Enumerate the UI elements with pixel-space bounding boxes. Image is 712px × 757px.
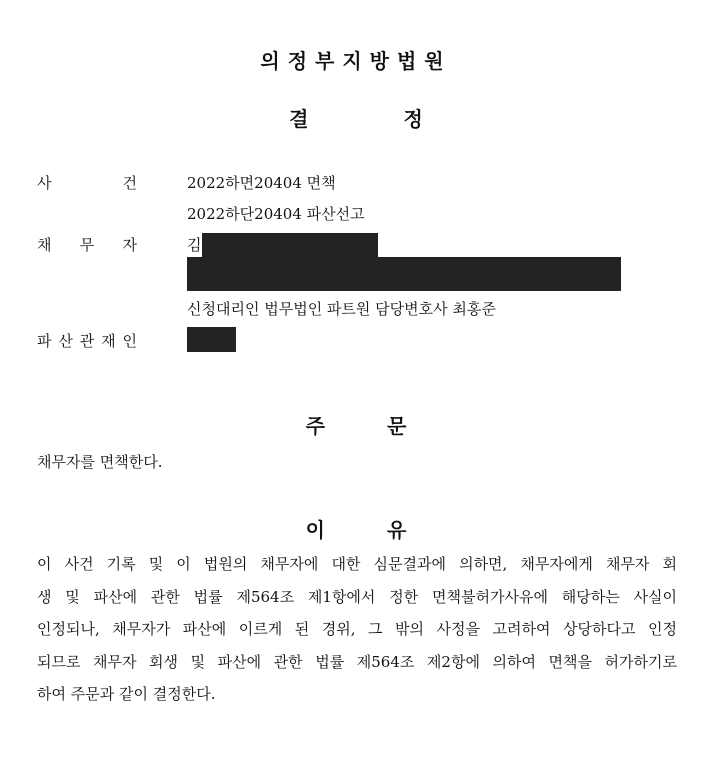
document-title-char: 결 (289, 107, 309, 131)
trustee-label-char: 재 (101, 332, 116, 350)
debtor-label-char: 채 (37, 236, 52, 254)
case-number-dischage: 2022하면20404 면책 (187, 174, 336, 192)
order-text: 채무자를 면책한다. (37, 453, 163, 471)
document-title (0, 103, 712, 132)
trustee-label-char: 관 (79, 332, 95, 350)
redacted-debtor-name (202, 233, 378, 257)
reason-paragraph (37, 552, 677, 715)
trustee-label-char: 인 (122, 332, 137, 350)
case-number-bankruptcy: 2022하단20404 파산선고 (187, 205, 365, 223)
reason-heading (0, 514, 712, 543)
trustee-label (37, 330, 137, 351)
document-title-char: 정 (403, 107, 423, 131)
redacted-trustee-name (187, 327, 236, 352)
debtor-label-char: 무 (79, 236, 95, 254)
reason-line: 인정되나, 채무자가 파산에 이르게 된 경위, 그 밖의 사정을 고려하여 상당하다고 인정 (37, 620, 677, 638)
reason-heading-char: 유 (387, 518, 407, 542)
debtor-label-char: 자 (122, 236, 137, 254)
case-label-char: 사 (37, 174, 52, 192)
reason-heading-char: 이 (305, 518, 325, 542)
reason-line: 하여 주문과 같이 결정한다. (37, 685, 216, 703)
order-heading (0, 410, 712, 439)
debtor-agent: 신청대리인 법무법인 파트원 담당변호사 최홍준 (187, 300, 496, 318)
order-heading-char: 주 (305, 414, 325, 438)
case-label (37, 172, 137, 193)
debtor-name-prefix: 김 (187, 236, 202, 254)
trustee-label-char: 산 (58, 332, 73, 350)
order-heading-char: 문 (387, 414, 407, 438)
redacted-debtor-address (187, 257, 621, 291)
debtor-label (37, 234, 137, 255)
reason-line: 되므로 채무자 회생 및 파산에 관한 법률 제564조 제2항에 의하여 면책을 허가하기로 (37, 652, 677, 671)
reason-line: 생 및 파산에 관한 법률 제564조 제1항에서 정한 면책불허가사유에 해당하는 사실이 (37, 587, 677, 606)
trustee-label-char: 파 (37, 332, 52, 350)
court-name: 의정부지방법원 (260, 49, 452, 73)
case-label-char: 건 (122, 174, 137, 192)
reason-line: 이 사건 기록 및 이 법원의 채무자에 대한 심문결과에 의하면, 채무자에게 채무자 회 (37, 555, 677, 573)
